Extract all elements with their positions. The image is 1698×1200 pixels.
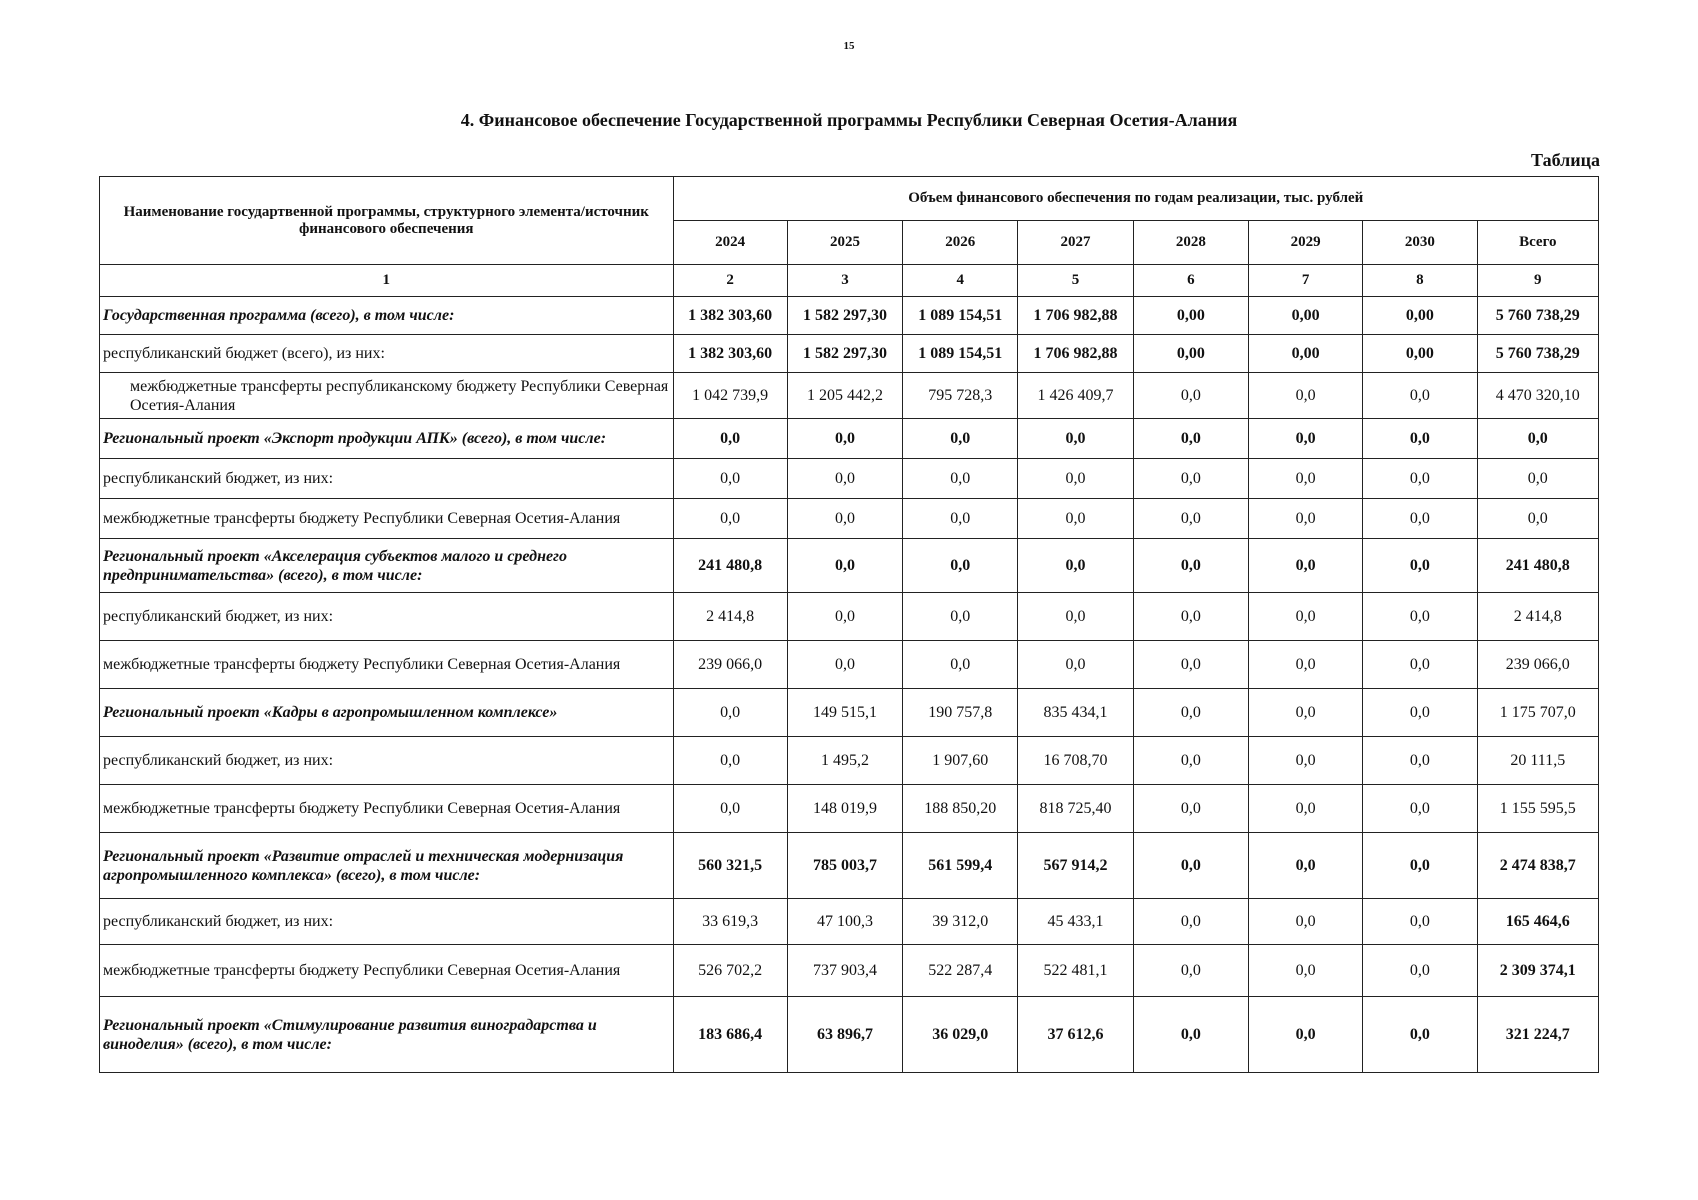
table-row	[100, 997, 1599, 1073]
row-value-cell: 0,0	[1248, 419, 1362, 459]
row-value-cell: 0,0	[1248, 833, 1362, 899]
row-value-cell: 0,0	[1133, 997, 1248, 1073]
row-value-cell: 0,0	[1018, 459, 1133, 499]
row-name-cell: Государственная программа (всего), в том числе:	[100, 297, 674, 335]
row-name-cell: межбюджетные трансферты бюджету Республики Северная Осетия-Алания	[100, 785, 674, 833]
row-value-cell: 39 312,0	[903, 899, 1018, 945]
row-value-cell: 0,0	[903, 593, 1018, 641]
row-value-cell: 1 042 739,9	[673, 373, 787, 419]
row-value-cell: 36 029,0	[903, 997, 1018, 1073]
row-value-cell: 0,0	[1363, 785, 1477, 833]
row-value-cell: 0,0	[903, 539, 1018, 593]
row-value-cell: 0,00	[1248, 335, 1362, 373]
row-value-cell: 0,0	[1018, 419, 1133, 459]
row-total-cell: 0,0	[1477, 499, 1598, 539]
row-value-cell: 0,0	[1248, 997, 1362, 1073]
row-total-cell: 2 414,8	[1477, 593, 1598, 641]
row-value-cell: 0,0	[673, 419, 787, 459]
row-name-cell: межбюджетные трансферты бюджету Республики Северная Осетия-Алания	[100, 641, 674, 689]
row-value-cell: 1 205 442,2	[787, 373, 902, 419]
row-value-cell: 0,0	[1363, 899, 1477, 945]
row-name-cell: Региональный проект «Экспорт продукции АПК» (всего), в том числе:	[100, 419, 674, 459]
row-value-cell: 0,0	[903, 459, 1018, 499]
row-value-cell: 148 019,9	[787, 785, 902, 833]
row-value-cell: 1 089 154,51	[903, 335, 1018, 373]
column-number: 1	[100, 265, 674, 297]
row-value-cell: 0,0	[1363, 593, 1477, 641]
row-total-cell: 0,0	[1477, 459, 1598, 499]
row-name-cell: межбюджетные трансферты республиканскому бюджету Республики Северная Осетия-Алания	[100, 373, 674, 419]
row-value-cell: 1 706 982,88	[1018, 335, 1133, 373]
row-value-cell: 239 066,0	[673, 641, 787, 689]
row-value-cell: 2 414,8	[673, 593, 787, 641]
row-value-cell: 0,00	[1133, 335, 1248, 373]
row-value-cell: 0,0	[787, 641, 902, 689]
row-value-cell: 560 321,5	[673, 833, 787, 899]
row-value-cell: 0,0	[903, 499, 1018, 539]
column-number: 6	[1133, 265, 1248, 297]
row-value-cell: 0,0	[1248, 945, 1362, 997]
row-total-cell: 2 474 838,7	[1477, 833, 1598, 899]
row-value-cell: 0,0	[1363, 641, 1477, 689]
row-value-cell: 0,0	[1018, 539, 1133, 593]
table-row	[100, 593, 1599, 641]
column-numbers-row	[100, 265, 1599, 297]
row-value-cell: 0,0	[1363, 499, 1477, 539]
row-value-cell: 0,0	[1133, 785, 1248, 833]
column-number: 5	[1018, 265, 1133, 297]
row-value-cell: 0,0	[1248, 499, 1362, 539]
row-value-cell: 0,0	[1363, 539, 1477, 593]
table-row	[100, 419, 1599, 459]
row-name-cell: Региональный проект «Стимулирование развития виноградарства и виноделия» (всего), в том числе:	[100, 997, 674, 1073]
row-total-cell: 321 224,7	[1477, 997, 1598, 1073]
financing-table	[99, 176, 1599, 1073]
row-value-cell: 567 914,2	[1018, 833, 1133, 899]
column-number: 3	[787, 265, 902, 297]
row-value-cell: 0,0	[1363, 373, 1477, 419]
row-value-cell: 1 089 154,51	[903, 297, 1018, 335]
year-header: 2030	[1363, 221, 1477, 265]
row-value-cell: 0,0	[1133, 737, 1248, 785]
row-value-cell: 63 896,7	[787, 997, 902, 1073]
row-value-cell: 0,0	[787, 593, 902, 641]
table-row	[100, 459, 1599, 499]
row-name-cell: республиканский бюджет, из них:	[100, 593, 674, 641]
row-value-cell: 0,0	[1133, 373, 1248, 419]
row-value-cell: 1 495,2	[787, 737, 902, 785]
row-total-cell: 2 309 374,1	[1477, 945, 1598, 997]
row-value-cell: 1 426 409,7	[1018, 373, 1133, 419]
row-value-cell: 0,0	[1133, 945, 1248, 997]
year-header: 2026	[903, 221, 1018, 265]
row-value-cell: 835 434,1	[1018, 689, 1133, 737]
row-total-cell: 1 175 707,0	[1477, 689, 1598, 737]
total-header: Всего	[1477, 221, 1598, 265]
table-body	[100, 297, 1599, 1073]
row-value-cell: 0,0	[1133, 499, 1248, 539]
row-value-cell: 0,0	[1133, 459, 1248, 499]
row-value-cell: 0,0	[673, 499, 787, 539]
row-value-cell: 0,00	[1363, 335, 1477, 373]
row-value-cell: 0,0	[1248, 737, 1362, 785]
row-value-cell: 0,0	[673, 737, 787, 785]
table-row	[100, 539, 1599, 593]
row-total-cell: 165 464,6	[1477, 899, 1598, 945]
row-value-cell: 1 582 297,30	[787, 297, 902, 335]
year-header: 2027	[1018, 221, 1133, 265]
row-total-cell: 239 066,0	[1477, 641, 1598, 689]
row-value-cell: 0,0	[903, 641, 1018, 689]
row-value-cell: 45 433,1	[1018, 899, 1133, 945]
row-value-cell: 0,0	[1248, 641, 1362, 689]
row-value-cell: 0,0	[787, 539, 902, 593]
table-row	[100, 945, 1599, 997]
row-name-cell: республиканский бюджет, из них:	[100, 459, 674, 499]
year-header: 2029	[1248, 221, 1362, 265]
row-value-cell: 0,0	[1363, 689, 1477, 737]
column-number: 8	[1363, 265, 1477, 297]
row-value-cell: 0,0	[1248, 593, 1362, 641]
year-header: 2028	[1133, 221, 1248, 265]
row-total-cell: 5 760 738,29	[1477, 335, 1598, 373]
row-value-cell: 0,0	[1133, 833, 1248, 899]
row-value-cell: 0,0	[1133, 641, 1248, 689]
row-value-cell: 183 686,4	[673, 997, 787, 1073]
row-value-cell: 0,0	[1363, 945, 1477, 997]
row-name-cell: межбюджетные трансферты бюджету Республики Северная Осетия-Алания	[100, 499, 674, 539]
row-total-cell: 5 760 738,29	[1477, 297, 1598, 335]
row-value-cell: 0,0	[1248, 899, 1362, 945]
row-value-cell: 0,0	[1018, 499, 1133, 539]
row-name-cell: Региональный проект «Кадры в агропромышленном комплексе»	[100, 689, 674, 737]
row-total-cell: 20 111,5	[1477, 737, 1598, 785]
row-value-cell: 241 480,8	[673, 539, 787, 593]
table-row	[100, 297, 1599, 335]
row-value-cell: 0,0	[1248, 373, 1362, 419]
row-value-cell: 0,0	[673, 689, 787, 737]
row-value-cell: 47 100,3	[787, 899, 902, 945]
row-name-cell: республиканский бюджет, из них:	[100, 899, 674, 945]
row-name-cell: межбюджетные трансферты бюджету Республики Северная Осетия-Алания	[100, 945, 674, 997]
row-value-cell: 1 907,60	[903, 737, 1018, 785]
row-value-cell: 0,00	[1133, 297, 1248, 335]
header-volume-cell: Объем финансового обеспечения по годам реализации, тыс. рублей	[673, 177, 1599, 221]
row-value-cell: 522 287,4	[903, 945, 1018, 997]
row-value-cell: 0,0	[673, 459, 787, 499]
row-value-cell: 0,0	[1133, 419, 1248, 459]
row-value-cell: 1 582 297,30	[787, 335, 902, 373]
row-value-cell: 0,0	[1248, 689, 1362, 737]
row-value-cell: 0,0	[1133, 899, 1248, 945]
column-number: 2	[673, 265, 787, 297]
row-value-cell: 0,00	[1363, 297, 1477, 335]
row-value-cell: 16 708,70	[1018, 737, 1133, 785]
table-row	[100, 899, 1599, 945]
row-value-cell: 795 728,3	[903, 373, 1018, 419]
row-value-cell: 0,0	[1248, 459, 1362, 499]
table-row	[100, 373, 1599, 419]
row-value-cell: 188 850,20	[903, 785, 1018, 833]
row-value-cell: 190 757,8	[903, 689, 1018, 737]
table-row	[100, 335, 1599, 373]
year-header: 2025	[787, 221, 902, 265]
column-number: 9	[1477, 265, 1598, 297]
row-value-cell: 37 612,6	[1018, 997, 1133, 1073]
row-value-cell: 522 481,1	[1018, 945, 1133, 997]
row-total-cell: 241 480,8	[1477, 539, 1598, 593]
column-number: 7	[1248, 265, 1362, 297]
row-value-cell: 0,0	[673, 785, 787, 833]
row-value-cell: 0,0	[1133, 539, 1248, 593]
row-total-cell: 4 470 320,10	[1477, 373, 1598, 419]
table-row	[100, 689, 1599, 737]
column-number: 4	[903, 265, 1018, 297]
row-value-cell: 0,0	[1363, 997, 1477, 1073]
row-value-cell: 561 599,4	[903, 833, 1018, 899]
row-value-cell: 0,0	[903, 419, 1018, 459]
row-value-cell: 0,0	[1363, 737, 1477, 785]
row-value-cell: 785 003,7	[787, 833, 902, 899]
row-value-cell: 0,0	[1018, 641, 1133, 689]
section-heading: 4. Финансовое обеспечение Государственной программы Республики Северная Осетия-Алания	[460, 110, 1238, 130]
table-row	[100, 737, 1599, 785]
row-name-cell: Региональный проект «Развитие отраслей и техническая модернизация агропромышленного комплекса» (всего), в том числе:	[100, 833, 674, 899]
row-value-cell: 0,0	[787, 459, 902, 499]
row-name-cell: республиканский бюджет, из них:	[100, 737, 674, 785]
row-value-cell: 0,0	[1248, 785, 1362, 833]
row-value-cell: 0,0	[1363, 419, 1477, 459]
row-value-cell: 1 382 303,60	[673, 335, 787, 373]
row-value-cell: 0,0	[787, 499, 902, 539]
row-total-cell: 1 155 595,5	[1477, 785, 1598, 833]
row-total-cell: 0,0	[1477, 419, 1598, 459]
row-value-cell: 1 382 303,60	[673, 297, 787, 335]
table-row	[100, 499, 1599, 539]
row-value-cell: 0,0	[1363, 833, 1477, 899]
row-value-cell: 1 706 982,88	[1018, 297, 1133, 335]
table-row	[100, 785, 1599, 833]
row-name-cell: Региональный проект «Акселерация субъектов малого и среднего предпринимательства» (всего), в том числе:	[100, 539, 674, 593]
row-value-cell: 149 515,1	[787, 689, 902, 737]
table-caption: Таблица	[1531, 150, 1600, 170]
row-value-cell: 818 725,40	[1018, 785, 1133, 833]
row-value-cell: 0,0	[1363, 459, 1477, 499]
row-value-cell: 33 619,3	[673, 899, 787, 945]
row-value-cell: 0,00	[1248, 297, 1362, 335]
header-name-cell: Наименование государтвенной программы, структурного элемента/источник финансового обеспечения	[100, 177, 674, 265]
page-number: 15	[843, 40, 855, 52]
row-value-cell: 0,0	[1133, 689, 1248, 737]
row-value-cell: 0,0	[787, 419, 902, 459]
row-value-cell: 0,0	[1248, 539, 1362, 593]
row-value-cell: 0,0	[1133, 593, 1248, 641]
row-value-cell: 0,0	[1018, 593, 1133, 641]
row-name-cell: республиканский бюджет (всего), из них:	[100, 335, 674, 373]
table-row	[100, 833, 1599, 899]
year-header: 2024	[673, 221, 787, 265]
row-value-cell: 526 702,2	[673, 945, 787, 997]
row-value-cell: 737 903,4	[787, 945, 902, 997]
table-row	[100, 641, 1599, 689]
